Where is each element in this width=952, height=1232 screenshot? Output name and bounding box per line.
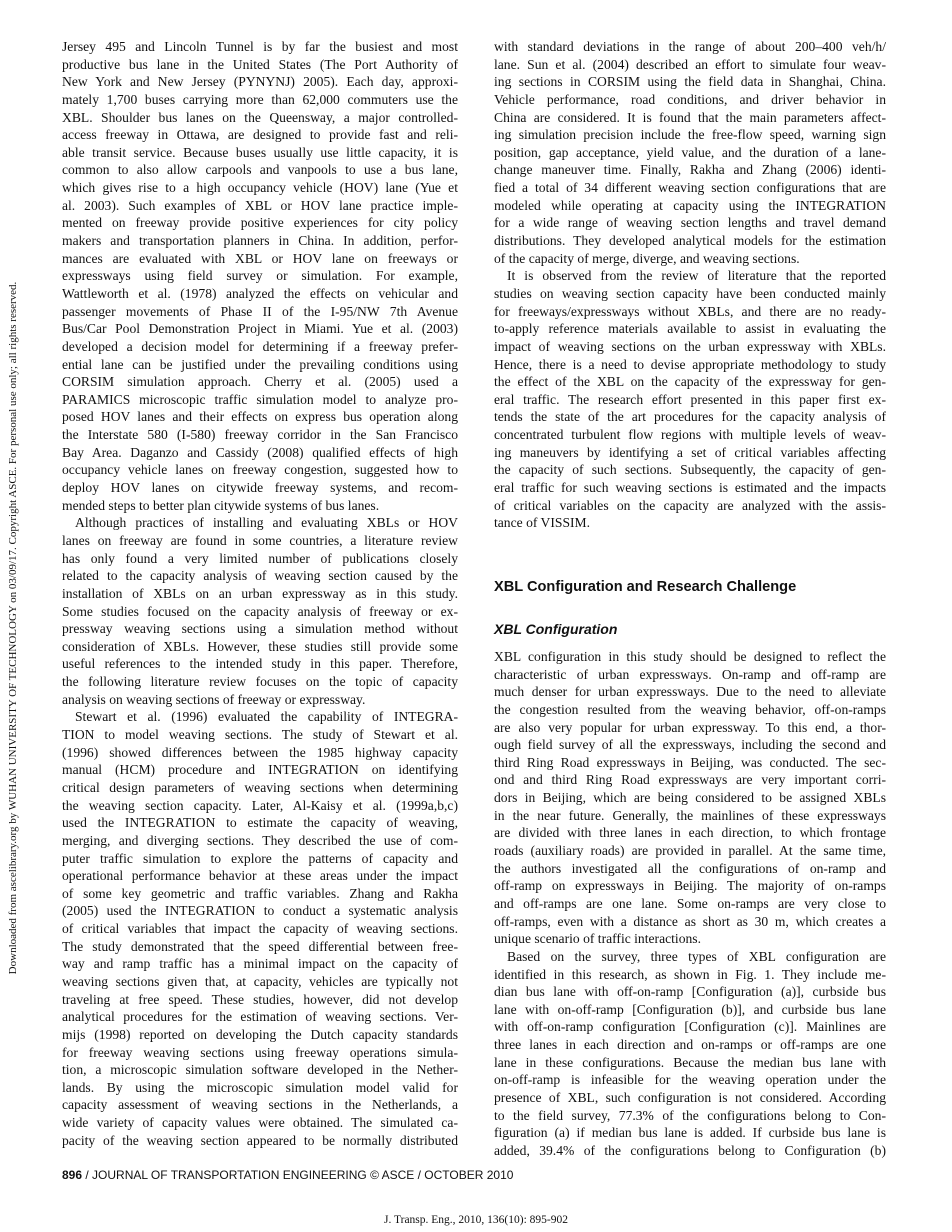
text-line: mijs (1998) reported on developing the Dutch capacity standards [62, 1026, 458, 1042]
text-line: and off-ramps are one lane. Some on-ramps are very close to [494, 895, 886, 911]
text-line: China are considered. It is found that the main parameters affect- [494, 109, 886, 125]
text-line: New York and New Jersey (PYNYNJ) 2005). Each day, approxi- [62, 74, 458, 90]
paragraph [494, 38, 886, 267]
text-line: the capacity of such sections. Subsequently, the capacity of gen- [494, 462, 886, 478]
text-line: consideration of XBLs. However, these studies still provide some [62, 638, 458, 654]
text-line: to-apply reference materials available to assist in evaluating the [494, 321, 886, 337]
section-body [494, 648, 886, 1160]
paragraph [494, 648, 886, 948]
text-line: manual (HCM) procedure and INTEGRATION on identifying [62, 762, 458, 778]
text-line: (2005) used the INTEGRATION to conduct a systematic analysis [62, 903, 458, 919]
text-line: three lanes in each direction and on-ramps or off-ramps are one [494, 1037, 886, 1053]
text-line: ing maneuvers by identifying a set of critical variables affecting [494, 444, 886, 460]
text-line: occupancy vehicle lanes on freeway congestion, suggested how to [62, 462, 458, 478]
text-line: Some studies focused on the capacity analysis of freeway or ex- [62, 603, 458, 619]
page-number: 896 [62, 1168, 83, 1182]
text-line: ough field survey of all the expressways, including the second and [494, 737, 886, 753]
text-line: the effect of the XBL on the capacity of the expressway for gen- [494, 374, 886, 390]
text-line: of critical variables on the capacity are analyzed with the assis- [494, 497, 886, 513]
text-line: traveling at free speed. These studies, however, did not develop [62, 991, 458, 1007]
paragraph [62, 514, 458, 708]
text-line: tance of VISSIM. [494, 515, 591, 531]
text-line: CORSIM simulation approach. Cherry et al. (2005) used a [62, 374, 458, 390]
text-line: XBL configuration in this study should be designed to reflect the [494, 649, 886, 664]
text-line: the congestion resulted from the weaving behavior, off-on-ramps [494, 701, 886, 717]
text-line: dors in Beijing, which are being considered to be assigned XBLs [494, 790, 886, 806]
text-line: puter traffic simulation to explore the patterns of capacity and [62, 850, 458, 866]
text-line: common to also allow carpools and vanpools to use a bus lane, [62, 162, 458, 178]
text-line: mented on freeway provide positive experiences for city policy [62, 215, 458, 231]
paragraph [62, 708, 458, 1149]
subsection-heading: XBL Configuration [494, 621, 618, 637]
text-line: for a wide range of weaving section lengths and travel demand [494, 215, 886, 231]
text-line: lanes on freeway are found in some countries, a literature review [62, 532, 458, 548]
text-line: developed a decision model for determining if a freeway prefer- [62, 338, 458, 354]
text-line: lane in these configurations. Because the median bus lane with [494, 1054, 886, 1070]
text-line: figuration (a) if median bus lane is added. If curbside bus lane is [494, 1125, 886, 1141]
text-line: on-off-ramp is infeasible for the weaving operation under the [494, 1072, 886, 1088]
text-line: of some key geometric and traffic variables. Zhang and Rakha [62, 885, 458, 901]
text-line: which gives rise to a high occupancy vehicle (HOV) lane (Yue et [62, 180, 458, 196]
text-line: TION to model weaving sections. The study of Stewart et al. [62, 727, 458, 743]
text-line: used the INTEGRATION to estimate the capacity of weaving, [62, 815, 458, 831]
text-line: way and ramp traffic has a minimal impact on the capacity of [62, 956, 458, 972]
text-line: to the field survey, 77.3% of the configurations belong to Con- [494, 1107, 886, 1123]
citation: J. Transp. Eng., 2010, 136(10): 895-902 [383, 1214, 568, 1226]
text-line: third Ring Road expressways in Beijing, was conducted. The sec- [494, 754, 886, 770]
text-line: pressway weaving sections using a simulation method without [62, 621, 458, 637]
text-line: the following literature review focuses on the topic of capacity [62, 674, 458, 690]
page-footer [62, 1168, 513, 1182]
text-line: expressways using field survey or simulation. For example, [62, 268, 458, 284]
text-line: unique scenario of traffic interactions. [494, 931, 701, 947]
text-line: merging, and diverging sections. They described the use of com- [62, 832, 458, 848]
text-line: useful references to the intended study in this paper. Therefore, [62, 656, 458, 672]
text-line: Bus/Car Pool Demonstration Project in Miami. Yue et al. (2003) [62, 321, 458, 337]
text-line: roads (auxiliary roads) are provided in parallel. At the same time, [494, 843, 886, 859]
text-line: able transit service. Because buses usually use little capacity, it is [62, 144, 458, 160]
text-line: with off-on-ramp configuration [Configuration (c)]. Mainlines are [494, 1019, 886, 1035]
text-line: change maneuver time. Finally, Rakha and Zhang (2006) identi- [494, 162, 886, 178]
text-line: analysis on weaving sections of freeway or expressway. [62, 691, 366, 707]
text-line: It is observed from the review of literature that the reported [507, 268, 886, 284]
text-line: (1996) showed differences between the 1985 highway capacity [62, 744, 458, 760]
text-line: in the near future. Generally, the mainlines of these expressways [494, 807, 886, 823]
text-line: modeled while operating at capacity using the INTEGRATION [494, 197, 886, 213]
text-line: off-ramp on expressways in Beijing. The majority of on-ramps [494, 878, 886, 894]
text-line: Hence, there is a need to devise appropriate methodology to study [494, 356, 886, 372]
text-line: mended steps to better plan citywide systems of bus lanes. [62, 497, 380, 513]
text-line: Stewart et al. (1996) evaluated the capability of INTEGRA- [75, 709, 458, 725]
text-line: the Interstate 580 (I-580) freeway corridor in the San Francisco [62, 427, 458, 443]
text-line: has only found a very limited number of publications closely [62, 550, 458, 566]
text-line: ond and third Ring Road expressways are very important corri- [494, 772, 886, 788]
text-line: characteristic of urban expressways. On-ramp and off-ramp are [494, 666, 886, 682]
text-line: distributions. They developed analytical models for the estimation [494, 233, 886, 249]
text-line: added, 39.4% of the configurations belong to Configuration (b) [494, 1142, 886, 1158]
paragraph [62, 38, 458, 514]
text-line: much denser for urban expressways. Due to the need to alleviate [494, 684, 886, 700]
text-line: ential lane can be justified under the prevailing conditions using [62, 356, 458, 372]
right-column [494, 38, 886, 532]
text-line: Vehicle performance, road conditions, and driver behavior in [494, 91, 886, 107]
text-line: fied a total of 34 different weaving section configurations that are [494, 180, 886, 196]
text-line: tends the state of the art procedures for the capacity analysis of [494, 409, 886, 425]
text-line: capacity assessment of weaving sections in the Netherlands, a [62, 1097, 458, 1113]
text-line: lane. Sun et al. (2004) described an effort to simulate four weav- [494, 56, 886, 72]
section-heading: XBL Configuration and Research Challenge [494, 579, 797, 595]
left-column [62, 38, 458, 1149]
text-line: The study demonstrated that the speed differential between free- [62, 938, 458, 954]
running-title: / JOURNAL OF TRANSPORTATION ENGINEERING © ASCE / OCTOBER 2010 [82, 1168, 514, 1182]
text-line: dian bus lane with off-on-ramp [Configuration (a)], curbside bus [494, 984, 886, 1000]
text-line: critical design parameters of weaving sections when determining [62, 779, 458, 795]
text-line: PARAMICS microscopic traffic simulation model to analyze pro- [62, 391, 458, 407]
text-line: ing simulation precision include the free-flow speed, warning sign [494, 127, 886, 143]
text-line: tion, a microscopic simulation software developed in the Nether- [62, 1062, 458, 1078]
text-line: impact of weaving sections on the urban expressway with XBLs. [494, 338, 886, 354]
paragraph [494, 267, 886, 532]
download-notice: Downloaded from ascelibrary.org by WUHAN UNIVERSITY OF TECHNOLOGY on 03/09/17. Copyright ASCE. For personal use only; all rights reserved. [7, 281, 19, 975]
text-line: ing sections in CORSIM using the field data in Shanghai, China. [494, 74, 886, 90]
text-line: for freeways/expressways without XBLs, and there are no ready- [494, 303, 886, 319]
text-line: mately 1,700 buses carrying more than 62,000 commuters use the [62, 91, 458, 107]
text-line: wide variety of capacity values were obtained. The simulated ca- [62, 1115, 458, 1131]
text-line: the authors investigated all the configurations of on-ramp and [494, 860, 886, 876]
text-line: of the capacity of merge, diverge, and weaving sections. [494, 250, 800, 266]
text-line: al. 2003). Such examples of XBL or HOV lane practice imple- [62, 197, 458, 213]
text-line: installation of XBLs on an urban expressway as in this study. [62, 585, 458, 601]
text-line: Based on the survey, three types of XBL configuration are [507, 948, 886, 964]
text-line: lane with on-off-ramp [Configuration (b)], and curbside bus lane [494, 1001, 886, 1017]
text-line: analytical procedures for the estimation of weaving sections. Ver- [62, 1009, 458, 1025]
text-line: eral traffic. The research effort presented in this paper first ex- [494, 391, 886, 407]
text-line: position, gap acceptance, yield value, and the duration of a lane- [494, 144, 886, 160]
text-line: makers and transportation planners in China. In addition, perfor- [62, 233, 458, 249]
text-line: pacity of the weaving section appeared to be normally distributed [62, 1132, 458, 1148]
text-line: mances are evaluated with XBL or HOV lane on freeways or [62, 250, 458, 266]
text-line: XBL. Shoulder bus lanes on the Queensway, a major controlled- [62, 109, 458, 125]
paragraph [494, 948, 886, 1160]
text-line: are also very popular for urban expressway. To this end, a thor- [494, 719, 886, 735]
text-line: access freeway in Ottawa, are designed to provide fast and reli- [62, 127, 458, 143]
text-line: lands. By using the microscopic simulation model valid for [62, 1079, 458, 1095]
text-line: the weaving section capacity. Later, Al-Kaisy et al. (1999a,b,c) [62, 797, 458, 813]
text-line: identified in this research, as shown in Fig. 1. They include me- [494, 966, 886, 982]
text-line: operational performance behavior at these areas under the impact [62, 868, 458, 884]
text-line: passenger movements of Phase II of the I-95/NW 7th Avenue [62, 303, 458, 319]
text-line: Jersey 495 and Lincoln Tunnel is by far the busiest and most [62, 39, 458, 54]
text-line: concentrated turbulent flow regions with multiple levels of weav- [494, 427, 886, 443]
text-line: productive bus lane in the United States (The Port Authority of [62, 56, 458, 72]
text-line: are divided with three lanes in each direction, to which frontage [494, 825, 886, 841]
text-line: Bay Area. Daganzo and Cassidy (2008) qualified effects of high [62, 444, 458, 460]
text-line: eral traffic for such weaving sections is estimated and the impacts [494, 480, 886, 496]
text-line: presence of XBL, such configuration is not considered. According [494, 1090, 886, 1106]
text-line: with standard deviations in the range of about 200–400 veh/h/ [494, 39, 886, 54]
text-line: Wattleworth et al. (1978) analyzed the effects on vehicular and [62, 285, 458, 301]
text-line: posed HOV lanes and their effects on express bus operation along [62, 409, 458, 425]
text-line: related to the capacity analysis of weaving section caused by the [62, 568, 458, 584]
text-line: of critical variables that impact the capacity of weaving sections. [62, 921, 458, 937]
text-line: Although practices of installing and evaluating XBLs or HOV [75, 515, 458, 531]
text-line: off-ramps, even with a distance as short as 30 m, which creates a [494, 913, 886, 929]
text-line: for freeway weaving sections using freeway operations simula- [62, 1044, 458, 1060]
text-line: studies on weaving section capacity have been conducted mainly [494, 285, 886, 301]
text-line: deploy HOV lanes on citywide freeway systems, and recom- [62, 480, 458, 496]
text-line: weaving sections given that, at capacity, vehicles are typically not [62, 973, 458, 989]
